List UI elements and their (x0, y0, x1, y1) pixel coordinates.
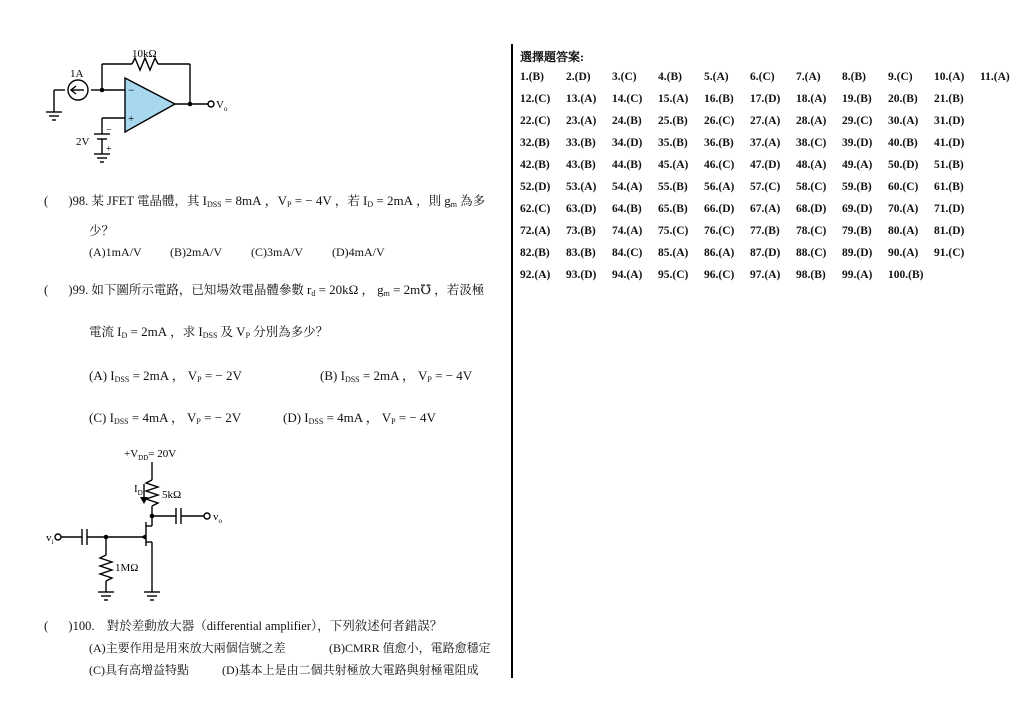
answer-row (520, 247, 980, 259)
answer-item: 95.(C) (658, 269, 689, 281)
answer-item: 75.(C) (658, 225, 689, 237)
q98-text2: ，若 (334, 194, 360, 208)
answer-item: 59.(B) (842, 181, 872, 193)
answer-item: 33.(B) (566, 137, 596, 149)
answer-item: 72.(A) (520, 225, 551, 237)
answer-item: 73.(B) (566, 225, 596, 237)
answer-item: 31.(D) (934, 115, 965, 127)
battery-minus: − (106, 125, 112, 136)
q99-option-d: (D) $I_{DSS} = 4mA$ ， $V_P$ = − 4V (283, 410, 436, 426)
answer-item: 66.(D) (704, 203, 735, 215)
answer-item: 10.(A) (934, 71, 965, 83)
rg-label: 1MΩ (115, 562, 139, 574)
answer-item: 50.(D) (888, 159, 919, 171)
answer-item: 65.(B) (658, 203, 688, 215)
q98-bracket: ( (44, 194, 49, 208)
q98-option-a: (A)1mA/V (89, 245, 142, 259)
answer-item: 8.(B) (842, 71, 866, 83)
answer-item: 74.(A) (612, 225, 643, 237)
answer-item: 27.(A) (750, 115, 781, 127)
answer-item: 70.(A) (888, 203, 919, 215)
q98-option-d: (D)4mA/V (332, 245, 385, 259)
q99-text2: ，若汲極 (434, 283, 485, 297)
answer-item: 99.(A) (842, 269, 873, 281)
q98-idss: $I_{DSS} = 8mA$ (202, 193, 262, 209)
answer-item: 60.(C) (888, 181, 919, 193)
answer-item: 34.(D) (612, 137, 643, 149)
answer-item: 6.(C) (750, 71, 775, 83)
q100-text: 對於差動放大器（differential amplifier），下列敘述何者錯誤？ (106, 619, 443, 633)
answer-item: 30.(A) (888, 115, 919, 127)
q98-gm: $g_m$ (444, 193, 457, 209)
battery-label: 2V (76, 136, 90, 148)
answer-item: 44.(B) (612, 159, 642, 171)
q99-bracket: ( (44, 283, 49, 297)
answer-row (520, 115, 980, 127)
q99-vp: $V_P$ (236, 324, 251, 340)
answer-item: 26.(C) (704, 115, 735, 127)
answer-item: 80.(A) (888, 225, 919, 237)
column-divider (511, 44, 513, 678)
answer-item: 100.(B) (888, 269, 924, 281)
answer-item: 85.(A) (658, 247, 689, 259)
answer-item: 82.(B) (520, 247, 550, 259)
answer-item: 25.(B) (658, 115, 688, 127)
answer-item: 86.(A) (704, 247, 735, 259)
answer-item: 49.(A) (842, 159, 873, 171)
q99-sep: ， (361, 283, 374, 297)
answer-item: 69.(D) (842, 203, 873, 215)
answer-item: 88.(C) (796, 247, 827, 259)
answer-item: 1.(B) (520, 71, 544, 83)
answer-item: 94.(A) (612, 269, 643, 281)
answer-item: 92.(A) (520, 269, 551, 281)
source-label: 1A (70, 68, 84, 80)
answer-item: 5.(A) (704, 71, 729, 83)
answer-item: 52.(D) (520, 181, 551, 193)
answer-item: 46.(C) (704, 159, 735, 171)
answer-item: 62.(C) (520, 203, 551, 215)
answer-item: 48.(A) (796, 159, 827, 171)
answer-item: 56.(A) (704, 181, 735, 193)
answer-item: 32.(B) (520, 137, 550, 149)
answer-item: 16.(B) (704, 93, 734, 105)
answer-item: 87.(D) (750, 247, 781, 259)
answer-row (520, 93, 980, 105)
answer-item: 97.(A) (750, 269, 781, 281)
answer-item: 45.(A) (658, 159, 689, 171)
answer-item: 63.(D) (566, 203, 597, 215)
answers-title: 選擇題答案: (520, 50, 584, 64)
q100-option-a: (A)主要作用是用來放大兩個信號之差 (89, 641, 286, 655)
answer-item: 58.(C) (796, 181, 827, 193)
q99-option-b: (B) $I_{DSS} = 2mA$ ， $V_P$ = − 4V (320, 368, 473, 384)
plus-sign: + (128, 113, 135, 125)
answer-item: 93.(D) (566, 269, 597, 281)
answer-item: 29.(C) (842, 115, 873, 127)
q98-number: )98. (68, 194, 89, 208)
q98-option-b: (B)2mA/V (170, 245, 222, 259)
answer-item: 41.(D) (934, 137, 965, 149)
answer-item: 42.(B) (520, 159, 550, 171)
answer-item: 53.(A) (566, 181, 597, 193)
answer-item: 12.(C) (520, 93, 551, 105)
answer-row (520, 269, 934, 281)
answer-row (520, 71, 1024, 83)
q100-option-d: (D)基本上是由二個共射極放大電路與射極電阻成 (222, 663, 479, 677)
q100-option-b: (B)CMRR 值愈小，電路愈穩定 (329, 641, 491, 655)
answer-item: 96.(C) (704, 269, 735, 281)
answer-item: 2.(D) (566, 71, 591, 83)
answer-item: 61.(B) (934, 181, 964, 193)
q98-line1 (44, 190, 485, 209)
answer-item: 19.(B) (842, 93, 872, 105)
answer-item: 68.(D) (796, 203, 827, 215)
answer-item: 84.(C) (612, 247, 643, 259)
q100-option-c: (C)具有高增益特點 (89, 663, 189, 677)
answer-item: 38.(C) (796, 137, 827, 149)
q99-id: $I_D = 2mA$ (117, 324, 168, 340)
battery-plus: + (106, 144, 112, 155)
answer-row (520, 203, 980, 215)
answer-item: 40.(B) (888, 137, 918, 149)
answer-item: 55.(B) (658, 181, 688, 193)
answer-item: 77.(B) (750, 225, 780, 237)
answer-row (520, 181, 980, 193)
answer-item: 3.(C) (612, 71, 637, 83)
answer-row (520, 225, 980, 237)
answer-row (520, 137, 980, 149)
answer-item: 20.(B) (888, 93, 918, 105)
answer-item: 21.(B) (934, 93, 964, 105)
rd-label: 5kΩ (162, 489, 182, 501)
answer-item: 89.(D) (842, 247, 873, 259)
answer-item: 91.(C) (934, 247, 965, 259)
q98-vp: ，$V_P$ = − 4V (264, 193, 332, 209)
q98-text4: 為多 (460, 194, 486, 208)
answer-item: 43.(B) (566, 159, 596, 171)
q98-text1: 某 JFET 電晶體，其 (91, 194, 200, 208)
vo-label: $v_o$ (213, 511, 222, 525)
minus-sign: − (128, 83, 135, 97)
circuit-opamp (40, 42, 240, 174)
answer-item: 98.(B) (796, 269, 826, 281)
answer-item: 67.(A) (750, 203, 781, 215)
answer-item: 14.(C) (612, 93, 643, 105)
answer-item: 15.(A) (658, 93, 689, 105)
q100-number: )100. (68, 619, 95, 633)
answer-item: 83.(B) (566, 247, 596, 259)
answer-item: 51.(B) (934, 159, 964, 171)
answer-item: 90.(A) (888, 247, 919, 259)
vdd-label: $+V_{DD}= 20V$ (124, 448, 177, 462)
q99-rd: $r_d = 20k\Omega$ (306, 282, 359, 298)
q99-line1 (44, 280, 484, 298)
answer-item: 47.(D) (750, 159, 781, 171)
q98-option-c: (C)3mA/V (251, 245, 303, 259)
q100-bracket: ( (44, 619, 49, 633)
answer-item: 76.(C) (704, 225, 735, 237)
q98-line2: 少？ (89, 224, 115, 238)
q99-number: )99. (68, 283, 89, 297)
answer-item: 4.(B) (658, 71, 682, 83)
resistor-label: 10kΩ (132, 48, 157, 60)
answer-item: 13.(A) (566, 93, 597, 105)
answer-item: 71.(D) (934, 203, 965, 215)
answer-item: 11.(A) (980, 71, 1010, 83)
q98-text3: ，則 (416, 194, 442, 208)
answer-item: 37.(A) (750, 137, 781, 149)
answer-row (520, 159, 980, 171)
output-label: $V_o$ (216, 99, 228, 113)
answer-item: 18.(A) (796, 93, 827, 105)
answer-item: 9.(C) (888, 71, 913, 83)
vi-label: $v_i$ (46, 532, 54, 546)
answer-item: 28.(A) (796, 115, 827, 127)
answer-item: 23.(A) (566, 115, 597, 127)
answer-item: 54.(A) (612, 181, 643, 193)
answer-item: 7.(A) (796, 71, 821, 83)
id-label: $I_D$ (134, 483, 143, 497)
answer-item: 36.(B) (704, 137, 734, 149)
q99-idss: $I_{DSS}$ (198, 324, 218, 340)
q99-line2: 電流 $I_D = 2mA$ ，求 $I_{DSS}$ 及 $V_P$ 分別為多少？ (89, 324, 329, 340)
answer-item: 39.(D) (842, 137, 873, 149)
q99-gm: $g_m$ = 2m℧ (377, 282, 432, 298)
answer-item: 79.(B) (842, 225, 872, 237)
answer-item: 64.(B) (612, 203, 642, 215)
answer-item: 22.(C) (520, 115, 551, 127)
answer-item: 81.(D) (934, 225, 965, 237)
answer-item: 57.(C) (750, 181, 781, 193)
answer-item: 78.(C) (796, 225, 827, 237)
q99-text1: 如下圖所示電路，已知場效電晶體參數 (91, 283, 304, 297)
circuit-jfet (40, 444, 240, 610)
answer-item: 35.(B) (658, 137, 688, 149)
q98-id: $I_D = 2mA$ (363, 193, 413, 209)
q100-line1 (44, 616, 442, 634)
q99-option-a: (A) $I_{DSS} = 2mA$ ， $V_P$ = − 2V (89, 368, 242, 384)
q99-option-c: (C) $I_{DSS} = 4mA$ ， $V_P$ = − 2V (89, 410, 242, 426)
answer-item: 17.(D) (750, 93, 781, 105)
answer-item: 24.(B) (612, 115, 642, 127)
